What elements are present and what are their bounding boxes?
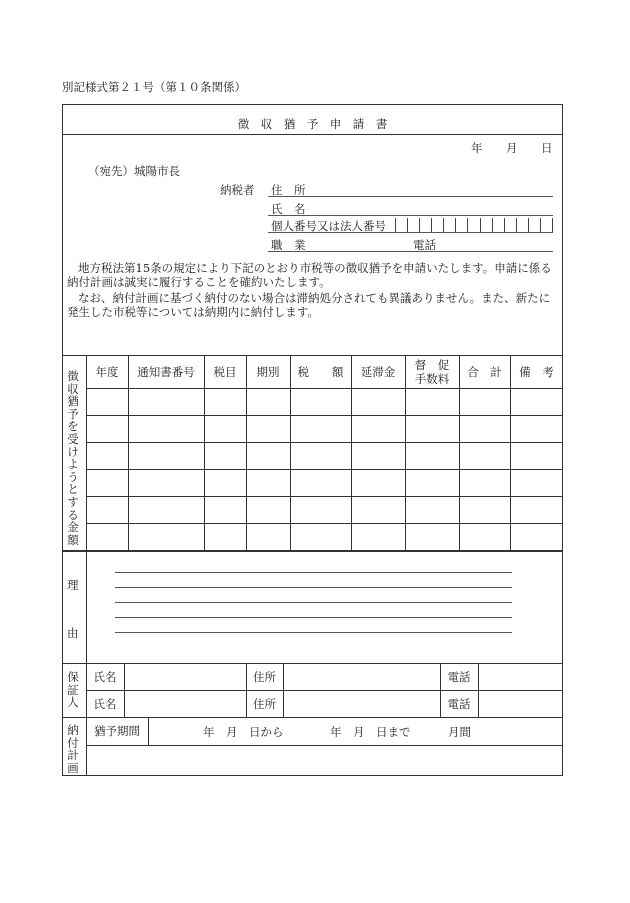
statement-line-2: 納付計画は誠実に履行することを確約いたします。 [67, 275, 331, 289]
form-title: 徴 収 猶 予 申 請 書 [237, 117, 388, 131]
amount-table-bottom [62, 550, 563, 552]
guarantor-2-address-field[interactable] [284, 691, 439, 717]
table-row [86, 469, 563, 470]
reason-line-5[interactable] [115, 632, 512, 633]
reason-line-3[interactable] [115, 602, 512, 603]
date-month-label: 月 [506, 141, 518, 155]
date-day-label: 日 [541, 141, 553, 155]
reason-label-top: 理 [67, 578, 79, 592]
header-remarks: 備 考 [519, 364, 554, 379]
guarantor-2-name-field[interactable] [125, 691, 245, 717]
id-number-boxes[interactable] [395, 218, 553, 232]
statement-line-1: 地方税法第15条の規定により下記のとおり市税等の徴収猶予を申請いたします。申請に係る [78, 261, 552, 275]
guarantor-2-name-label: 氏名 [93, 696, 117, 711]
table-row [86, 442, 563, 443]
guarantor-2-address-label: 住所 [253, 696, 276, 711]
header-year: 年度 [95, 364, 119, 379]
table-row [86, 523, 563, 524]
occupation-phone-field[interactable] [268, 251, 553, 252]
guarantor-1-name-label: 氏名 [93, 669, 117, 684]
grace-months-text: 月間 [448, 725, 471, 739]
header-late-fee: 延滞金 [360, 364, 396, 379]
guarantor-2-phone-label: 電話 [447, 696, 471, 711]
grace-to-text: 年 月 日まで [330, 725, 411, 739]
occupation-label: 職 業 [271, 238, 306, 252]
amount-side-label: 徴 収 猶 予 を 受 け よ う と す る 金 額 [67, 369, 79, 547]
guarantor-1-phone-label: 電話 [447, 669, 471, 684]
header-tax-amount: 税 額 [297, 364, 344, 379]
id-number-underline [268, 232, 553, 233]
reason-line-1[interactable] [115, 572, 512, 573]
header-period: 期別 [256, 364, 280, 379]
guarantor-1-name-field[interactable] [125, 664, 245, 690]
phone-label: 電話 [413, 238, 436, 252]
payment-plan-detail-field[interactable] [87, 746, 562, 775]
grace-from-text: 年 月 日から [203, 725, 284, 739]
guarantor-1-phone-field[interactable] [479, 664, 562, 690]
addressee: （宛先）城陽市長 [88, 164, 180, 178]
statement-line-4: 発生した市税等については納期内に納付します。 [67, 305, 319, 319]
header-total: 合 計 [467, 364, 502, 379]
statement-line-3: なお、納付計画に基づく納付のない場合は滞納処分されても異議ありません。また、新たに [78, 291, 551, 305]
address-field[interactable] [268, 196, 553, 197]
table-row [86, 415, 563, 416]
header-dunning-fee-line-1: 督 促 [414, 357, 450, 372]
header-tax-item: 税目 [213, 364, 237, 379]
date-year-label: 年 [471, 141, 483, 155]
taxpayer-label: 納税者 [220, 183, 255, 197]
table-row [86, 496, 563, 497]
header-dunning-fee-line-2: 手数料 [414, 371, 450, 386]
header-dunning-fee [405, 355, 459, 388]
address-label: 住 所 [271, 183, 306, 197]
grace-period-label: 猶予期間 [94, 724, 140, 738]
guarantor-2-phone-field[interactable] [479, 691, 562, 717]
id-number-label: 個人番号又は法人番号 [271, 219, 386, 233]
payment-plan-side-label: 納 付 計 画 [67, 723, 79, 775]
form-id: 別記様式第２１号（第１０条関係） [62, 80, 246, 94]
guarantor-side-label: 保 証 人 [67, 670, 79, 710]
name-field[interactable] [268, 215, 553, 216]
table-row [86, 388, 563, 389]
title-divider [62, 134, 563, 135]
header-notice-no: 通知書番号 [137, 364, 195, 379]
reason-line-2[interactable] [115, 587, 512, 588]
guarantor-1-address-field[interactable] [284, 664, 439, 690]
name-label: 氏 名 [271, 202, 306, 216]
reason-label-bottom: 由 [67, 626, 79, 640]
reason-line-4[interactable] [115, 617, 512, 618]
guarantor-1-address-label: 住所 [253, 669, 276, 684]
